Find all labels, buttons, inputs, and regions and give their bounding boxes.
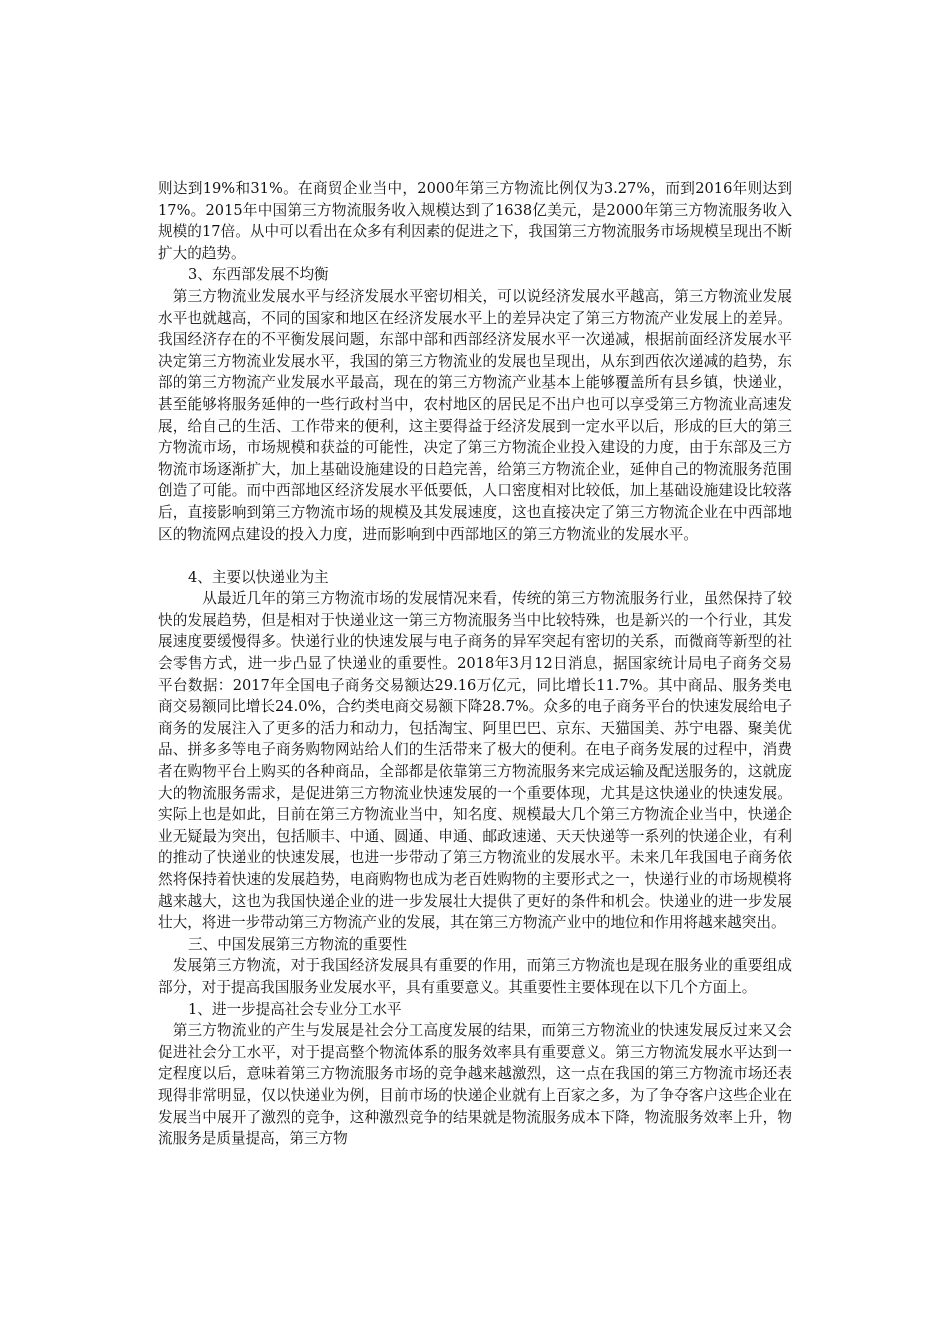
chapter-heading-importance: 三、中国发展第三方物流的重要性 [188,935,407,953]
body-paragraph-3: 从最近几年的第三方物流市场的发展情况来看，传统的第三方物流服务行业，虽然保持了较快的发展趋势，但是相对于快递业这一第三方物流服务当中比较特殊，也是新兴的一个行业，其发展速度要缓慢得多。快递行业的快速发展与电子商务的异军突起有密切的关系，而微商等新型的社会零售方式，进一步凸显了快递业的重要性。2018年3月12日消息，据国家统计局电子商务交易平台数据：2017年全国电子商务交易额达29.16万亿元，同比增长11.7%。其中商品、服务类电商交易额同比增长24.0%，合约类电商交易额下降28.7%。众多的电子商务平台的快速发展给电子商务的发展注入了更多的活力和动力，包括淘宝、阿里巴巴、京东、天猫国美、苏宁电器、聚美优品、拼多多等电子商务购物网站给人们的生活带来了极大的便利。在电子商务发展的过程中，消费者在购物平台上购买的各种商品，全部都是依靠第三方物流服务来完成运输及配送服务的，这就庞大的物流服务需求，是促进第三方物流业快速发展的一个重要体现，尤其是这快递业的快速发展。实际上也是如此，目前在第三方物流业当中，知名度、规模最大几个第三方物流企业当中，快递企业无疑最为突出，包括顺丰、中通、圆通、申通、邮政速递、天天快递等一系列的快递企业，有利的推动了快递业的快速发展，也进一步带动了第三方物流业的发展水平。未来几年我国电子商务依然将保持着快速的发展趋势，电商购物也成为老百姓购物的主要形式之一，快递行业的市场规模将越来越大，这也为我国快递企业的进一步发展壮大提供了更好的条件和机会。快递业的进一步发展壮大，将进一步带动第三方物流产业的发展，其在第三方物流产业中的地位和作用将越来越突出。 [158,590,792,932]
document-page [158,178,792,1150]
section-heading-express: 4、主要以快递业为主 [188,568,329,586]
section-heading-east-west: 3、东西部发展不均衡 [188,266,329,284]
body-paragraph-2: 第三方物流业发展水平与经济发展水平密切相关，可以说经济发展水平越高，第三方物流业发展水平也就越高，不同的国家和地区在经济发展水平上的差异决定了第三方物流产业发展上的差异。我国经济存在的不平衡发展问题，东部中部和西部经济发展水平一次递减，根据前面经济发展水平决定第三方物流业发展水平，我国的第三方物流业的发展也呈现出，从东到西依次递减的趋势，东部的第三方物流产业发展水平最高，现在的第三方物流产业基本上能够覆盖所有县乡镇，快递业，甚至能够将服务延伸的一些行政村当中，农村地区的居民足不出户也可以享受第三方物流业高速发展，给自己的生活、工作带来的便利，这主要得益于经济发展到一定水平以后，形成的巨大的第三方物流市场，市场规模和获益的可能性，决定了第三方物流企业投入建设的力度，由于东部及三方物流市场逐渐扩大，加上基础设施建设的日趋完善，给第三方物流企业，延伸自己的物流服务范围创造了可能。而中西部地区经济发展水平低要低，人口密度相对比较低，加上基础设施建设比较落后，直接影响到第三方物流市场的规模及其发展速度，这也直接决定了第三方物流企业在中西部地区的物流网点建设的投入力度，进而影响到中西部地区的第三方物流业的发展水平。 [158,287,792,543]
body-paragraph-1: 则达到19%和31%。在商贸企业当中，2000年第三方物流比例仅为3.27%，而到2016年则达到17%。2015年中国第三方物流服务收入规模达到了1638亿美元，是2000年第三方物流服务收入规模的17倍。从中可以看出在众多有利因素的促进之下，我国第三方物流服务市场规模呈现出不断扩大的趋势。 [158,180,792,262]
body-paragraph-4: 发展第三方物流，对于我国经济发展具有重要的作用，而第三方物流也是现在服务业的重要组成部分，对于提高我国服务业发展水平，具有重要意义。其重要性主要体现在以下几个方面上。 [158,957,792,996]
section-heading-division-of-labor: 1、进一步提高社会专业分工水平 [188,1000,402,1018]
blank-line [158,545,792,567]
body-paragraph-5: 第三方物流业的产生与发展是社会分工高度发展的结果，而第三方物流业的快速发展反过来又会促进社会分工水平，对于提高整个物流体系的服务效率具有重要意义。第三方物流发展水平达到一定程度以后，意味着第三方物流服务市场的竞争越来越激烈，这一点在我国的第三方物流市场还表现得非常明显，仅以快递业为例，目前市场的快递企业就有上百家之多，为了争夺客户这些企业在发展当中展开了激烈的竞争，这种激烈竞争的结果就是物流服务成本下降，物流服务效率上升，物流服务是质量提高，第三方物 [158,1022,792,1148]
